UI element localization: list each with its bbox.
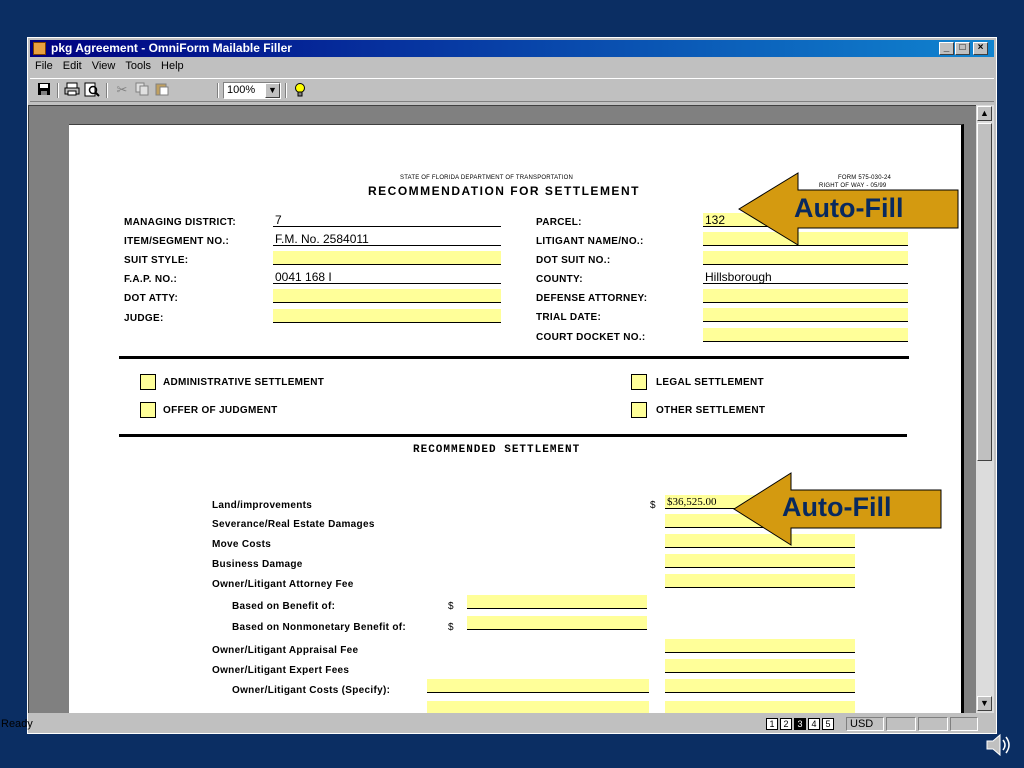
fap-no-field[interactable]: 0041 168 I (273, 270, 501, 284)
minimize-button[interactable]: _ (939, 42, 954, 55)
costs-amount-field-2[interactable] (665, 701, 855, 713)
dot-atty-label: DOT ATTY: (124, 293, 179, 304)
dollar-sign: $ (448, 622, 454, 633)
item-segment-label: ITEM/SEGMENT NO.: (124, 236, 230, 247)
toolbar-separator (57, 83, 59, 98)
expert-fees-label: Owner/Litigant Expert Fees (212, 665, 350, 676)
toolbar-separator (106, 83, 108, 98)
form-subtitle: RIGHT OF WAY - 05/99 (819, 183, 887, 189)
window-title: pkg Agreement - OmniForm Mailable Filler (51, 41, 292, 55)
appraisal-fee-field[interactable] (665, 639, 855, 653)
legal-settlement-checkbox[interactable] (631, 374, 647, 390)
suit-style-label: SUIT STYLE: (124, 255, 189, 266)
court-docket-label: COURT DOCKET NO.: (536, 332, 646, 343)
benefit-label: Based on Benefit of: (232, 601, 336, 612)
page-2-button[interactable]: 2 (780, 718, 792, 730)
admin-settlement-label: ADMINISTRATIVE SETTLEMENT (163, 377, 325, 388)
costs-label: Owner/Litigant Costs (Specify): (232, 685, 391, 696)
costs-specify-field-2[interactable] (427, 701, 649, 713)
legal-settlement-label: LEGAL SETTLEMENT (656, 377, 764, 388)
expert-fees-field[interactable] (665, 659, 855, 673)
vertical-scrollbar[interactable] (976, 105, 994, 713)
toolbar-separator (285, 83, 287, 98)
trial-date-label: TRIAL DATE: (536, 312, 602, 323)
costs-amount-field[interactable] (665, 679, 855, 693)
currency-indicator: USD (846, 717, 884, 731)
paste-icon[interactable] (154, 82, 170, 98)
divider (119, 356, 909, 359)
page-4-button[interactable]: 4 (808, 718, 820, 730)
dot-suit-field[interactable] (703, 251, 908, 265)
speaker-icon[interactable] (983, 730, 1013, 760)
toolbar-separator (217, 83, 219, 98)
menu-edit[interactable]: Edit (62, 60, 82, 72)
judge-field[interactable] (273, 309, 501, 323)
print-icon[interactable] (64, 82, 80, 98)
parcel-field[interactable]: 132 (703, 213, 908, 227)
offer-judgment-checkbox[interactable] (140, 402, 156, 418)
severance-label: Severance/Real Estate Damages (212, 519, 375, 530)
menu-help[interactable]: Help (161, 60, 184, 72)
title-bar[interactable] (30, 40, 994, 57)
menu-tools[interactable]: Tools (125, 60, 152, 72)
admin-settlement-checkbox[interactable] (140, 374, 156, 390)
lightbulb-icon[interactable] (292, 82, 308, 98)
zoom-value: 100% (227, 84, 256, 96)
toolbar (30, 78, 994, 102)
land-improvements-label: Land/improvements (212, 500, 313, 511)
costs-specify-field[interactable] (427, 679, 649, 693)
copy-icon[interactable] (134, 82, 150, 98)
attorney-fee-label: Owner/Litigant Attorney Fee (212, 579, 354, 590)
page-1-button[interactable]: 1 (766, 718, 778, 730)
app-icon[interactable] (33, 42, 46, 55)
business-damage-label: Business Damage (212, 559, 303, 570)
scroll-down-icon[interactable]: ▼ (977, 696, 992, 711)
appraisal-fee-label: Owner/Litigant Appraisal Fee (212, 645, 359, 656)
status-panel (886, 717, 916, 731)
defense-attorney-field[interactable] (703, 289, 908, 303)
menu-view[interactable]: View (91, 60, 116, 72)
defense-attorney-label: DEFENSE ATTORNEY: (536, 293, 648, 304)
dot-suit-label: DOT SUIT NO.: (536, 255, 611, 266)
business-damage-field[interactable] (665, 554, 855, 568)
print-preview-icon[interactable] (84, 82, 100, 98)
page-3-button[interactable]: 3 (794, 718, 806, 730)
managing-district-field[interactable]: 7 (273, 213, 501, 227)
trial-date-field[interactable] (703, 308, 908, 322)
auto-fill-callout-1: Auto-Fill (794, 193, 904, 223)
nonmonetary-field[interactable] (467, 616, 647, 630)
menu-file[interactable]: File (35, 60, 53, 72)
zoom-select[interactable] (223, 82, 281, 99)
benefit-field[interactable] (467, 595, 647, 609)
status-text: Ready (1, 718, 33, 730)
close-button[interactable]: × (973, 42, 988, 55)
dollar-sign: $ (650, 500, 656, 511)
chevron-down-icon[interactable]: ▼ (265, 83, 280, 98)
status-panel (918, 717, 948, 731)
save-icon[interactable] (36, 82, 52, 98)
suit-style-field[interactable] (273, 251, 501, 265)
land-improvements-field[interactable]: $36,525.00 (665, 495, 855, 509)
attorney-fee-field[interactable] (665, 574, 855, 588)
county-label: COUNTY: (536, 274, 583, 285)
agency-name: STATE OF FLORIDA DEPARTMENT OF TRANSPORTATION (400, 175, 574, 181)
form-title: RECOMMENDATION FOR SETTLEMENT (368, 184, 640, 198)
court-docket-field[interactable] (703, 328, 908, 342)
county-field[interactable]: Hillsborough (703, 270, 908, 284)
nonmonetary-label: Based on Nonmonetary Benefit of: (232, 622, 407, 633)
page-5-button[interactable]: 5 (822, 718, 834, 730)
item-segment-field[interactable]: F.M. No. 2584011 (273, 232, 501, 246)
judge-label: JUDGE: (124, 313, 164, 324)
offer-judgment-label: OFFER OF JUDGMENT (163, 405, 278, 416)
other-settlement-label: OTHER SETTLEMENT (656, 405, 766, 416)
scroll-thumb[interactable] (977, 123, 992, 461)
parcel-label: PARCEL: (536, 217, 582, 228)
status-panel (950, 717, 978, 731)
dot-atty-field[interactable] (273, 289, 501, 303)
scroll-up-icon[interactable]: ▲ (977, 106, 992, 121)
litigant-name-label: LITIGANT NAME/NO.: (536, 236, 644, 247)
cut-icon[interactable]: ✂ (116, 82, 128, 97)
divider (119, 434, 907, 437)
other-settlement-checkbox[interactable] (631, 402, 647, 418)
menu-bar (30, 58, 994, 75)
auto-fill-callout-2: Auto-Fill (782, 492, 892, 522)
form-number: FORM 575-030-24 (838, 175, 892, 181)
fap-no-label: F.A.P. NO.: (124, 274, 178, 285)
section-title: RECOMMENDED SETTLEMENT (413, 444, 581, 456)
managing-district-label: MANAGING DISTRICT: (124, 217, 237, 228)
app-window (1, 37, 997, 734)
dollar-sign: $ (448, 601, 454, 612)
move-costs-label: Move Costs (212, 539, 272, 550)
status-bar (1, 715, 994, 733)
maximize-button[interactable]: □ (955, 42, 970, 55)
